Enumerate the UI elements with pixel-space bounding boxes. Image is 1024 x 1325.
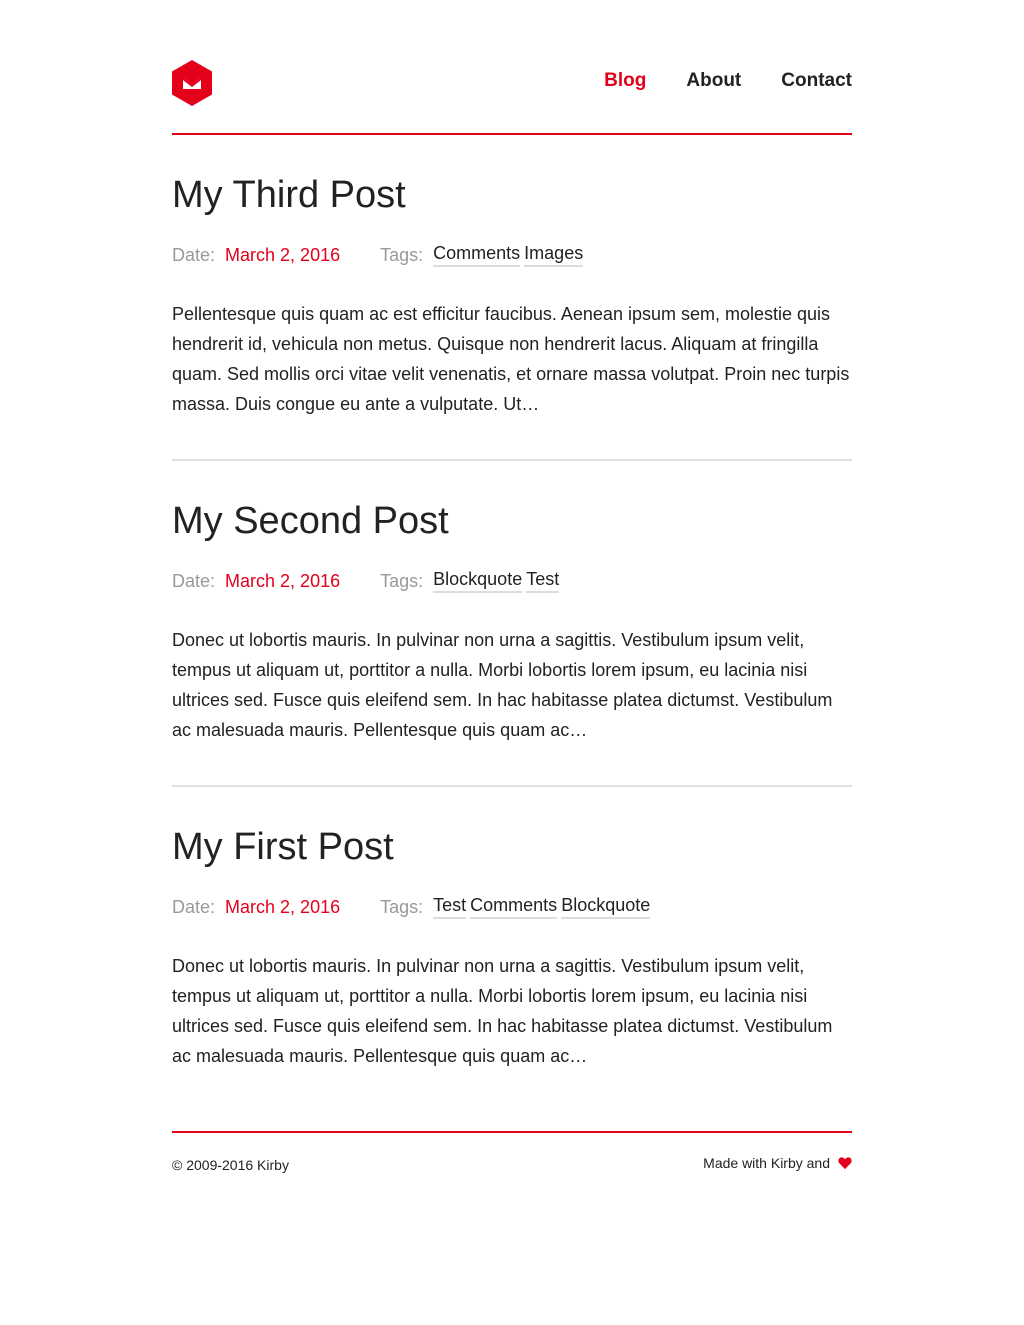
tag-link[interactable]: Blockquote	[561, 895, 650, 919]
post-excerpt: Donec ut lobortis mauris. In pulvinar non urna a sagittis. Vestibulum ipsum velit, tempus ut aliquam ut, porttitor a nulla. Morbi lobortis lorem ipsum, eu lacinia nisi ultrices sed. Fusce quis eleifend sem. In hac habitasse platea dictumst. Vestibulum ac malesuada mauris. Pellentesque quis quam ac…	[172, 956, 833, 1066]
post-title-link[interactable]: My Second Post	[172, 500, 449, 542]
tag-link[interactable]: Images	[524, 243, 583, 267]
tag-link[interactable]: Comments	[433, 243, 520, 267]
tag-link[interactable]: Test	[433, 895, 466, 919]
heart-icon	[838, 1156, 852, 1170]
post-date: March 2, 2016	[225, 570, 341, 591]
copyright-text: © 2009-2016 Kirby	[172, 1157, 289, 1173]
made-with-label: Made with Kirby and	[703, 1155, 830, 1171]
post-item	[172, 787, 852, 1111]
post-item	[172, 461, 852, 787]
post-date: March 2, 2016	[225, 244, 341, 265]
site-footer	[172, 1131, 852, 1193]
post-meta	[172, 567, 852, 595]
site-logo[interactable]	[172, 60, 212, 106]
tags-label: Tags:	[380, 570, 424, 591]
post-item	[172, 135, 852, 461]
tag-link[interactable]: Comments	[470, 895, 557, 919]
kirby-logo-icon	[172, 60, 212, 106]
post-title	[172, 461, 852, 545]
post-excerpt: Donec ut lobortis mauris. In pulvinar non urna a sagittis. Vestibulum ipsum velit, tempus ut aliquam ut, porttitor a nulla. Morbi lobortis lorem ipsum, eu lacinia nisi ultrices sed. Fusce quis eleifend sem. In hac habitasse platea dictumst. Vestibulum ac malesuada mauris. Pellentesque quis quam ac…	[172, 630, 833, 740]
site-header	[172, 0, 852, 135]
post-title	[172, 787, 852, 871]
post-date: March 2, 2016	[225, 896, 341, 917]
main-nav	[564, 70, 852, 92]
date-label: Date:	[172, 570, 216, 591]
post-meta	[172, 893, 852, 921]
date-label: Date:	[172, 896, 216, 917]
tags-label: Tags:	[380, 896, 424, 917]
post-excerpt: Pellentesque quis quam ac est efficitur faucibus. Aenean ipsum sem, molestie quis hendrerit id, vehicula non metus. Quisque non hendrerit lacus. Aliquam at fringilla quam. Sed mollis orci vitae velit venenatis, et ornare massa volutpat. Proin nec turpis massa. Duis congue eu ante a vulputate. Ut…	[172, 304, 850, 414]
post-title	[172, 135, 852, 219]
post-meta	[172, 241, 852, 269]
tags-label: Tags:	[380, 244, 424, 265]
tag-link[interactable]: Blockquote	[433, 569, 522, 593]
nav-contact-link[interactable]: Contact	[781, 70, 852, 91]
date-label: Date:	[172, 244, 216, 265]
post-title-link[interactable]: My First Post	[172, 826, 394, 868]
tag-link[interactable]: Test	[526, 569, 559, 593]
post-title-link[interactable]: My Third Post	[172, 174, 406, 216]
page-container	[172, 0, 852, 1193]
made-with-text	[703, 1155, 852, 1171]
nav-blog-link[interactable]: Blog	[604, 70, 647, 91]
nav-about-link[interactable]: About	[686, 70, 742, 91]
